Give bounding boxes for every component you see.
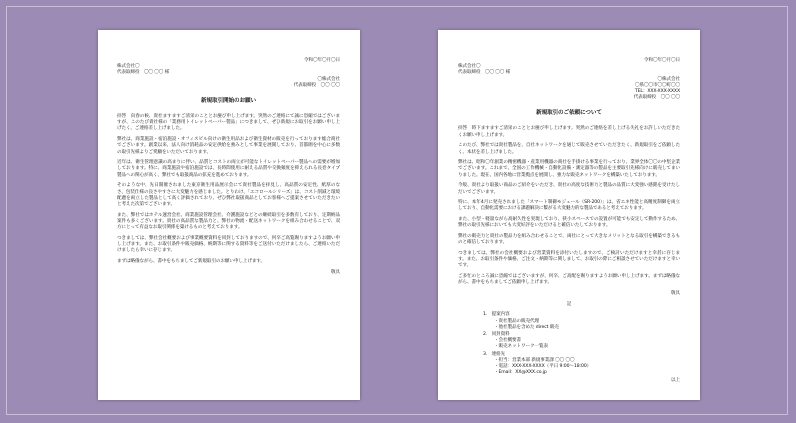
letter-title: 新規取引開始のお願い: [201, 98, 256, 105]
sender-company: 〇株式会社: [317, 76, 340, 82]
document-page-left: [98, 30, 360, 400]
body-paragraph: 今般、貴社より取扱い商品のご紹介をいただき、貴社の高度な技術力と製品の品質に大変強い感銘を受けたしだいでございます。: [458, 183, 680, 195]
letter-title: 新規取引のご依頼について: [536, 110, 602, 117]
body-paragraph: 弊社は、商業施設・宿泊施設・オフィスビル向けの衛生用品および衛生資材の販売を行っております総合商社でございます。創業以来、法人向け消耗品の安定供給を強みとして事業を展開しており、首都圏を中心に多数の取引先様よりご愛顧をいただいております。: [117, 137, 340, 155]
body-paragraph: 特に、本年4月に発売されました「スマート制御モジュール（SR-200）」は、省エネ性能と高精度制御を両立しており、自動化需要における課題解決に繋がる大変魅力的な製品であると考えております。: [458, 200, 680, 212]
ki-item: [483, 352, 680, 377]
ki-heading: 記: [566, 302, 572, 308]
body-paragraph: 弊社は、昭和〇年創業の精密機器・産業用機器の商社を手掛ける事業を行っており、業界全体〇〇の中堅企業でございます。これまで、全国の工作機械・自動化設備・測定器等の製品を主要取引先様向けに販売してまいりました。現在、国内各地に営業拠点を展開し、強力な販売ネットワークを構築いたしております。: [458, 160, 680, 178]
document-page-right: [438, 30, 700, 400]
sender-person: 代表取締役 〇〇 〇〇: [633, 95, 680, 101]
closing-ijo: 以上: [671, 378, 680, 384]
sender-address: 〇県〇〇市〇〇町〇〇: [635, 82, 680, 88]
sender-company: 〇株式会社: [657, 76, 680, 82]
body-paragraph: まずは略儀ながら、書中をもちましてご新規取引のお願い申し上げます。: [117, 258, 265, 264]
body-paragraph: このたび、弊社では貴社製品を、自社ネットワークを通じて販売させていただきたく、新規取引をご依頼したく、本状を差し上げました。: [458, 143, 680, 155]
ki-item-heading: 2. 同封資料: [483, 332, 510, 337]
body-paragraph: つきましては、弊社会社概要および事業概要資料を同封しておりますので、何卒ご高覧賜りますようお願い申し上げます。また、お取引条件や販売価格、納期等に関する資料等をご送付いただけましたら、ご連絡いただけましたら幸いに存じます。: [117, 235, 340, 254]
recipient-person: 代表取締役 〇〇 〇〇 様: [117, 70, 170, 76]
closing-keigu: 敬具: [331, 269, 340, 275]
body-paragraph: そのような中、先日開催されました東京衛生用品展示会にて貴社製品を拝見し、高品質の安定性、紙厚のなさ、包装仕様の良さやすさに大変魅力を感じました。とりわけ、「エコロールシリーズ」は、コスト削減と環境配慮を両立した製品として高く評価されており、ぜひ弊社取扱商品としてお客様へご提案させていただきたいと考えた次第でございます。: [117, 183, 340, 207]
ki-sub-item: ・ 会社概要書: [494, 338, 680, 344]
sender-person: 代表取締役 〇〇 〇〇: [293, 82, 340, 88]
sender-tel: TEL：XXX-XXX-XXXX: [634, 89, 680, 95]
body-paragraph: 拝啓 向春の候、貴社ますますご清栄のこととお慶び申し上げます。突然のご連絡にて誠に恐縮ではございますが、このたび貴社様の「業務用トイレットペーパー製品」につきまして、ぜひ新規にお取引をお願い申し上げたく、ご連絡差し上げました。: [117, 114, 340, 132]
recipient-company: 株式会社〇: [117, 64, 140, 70]
ki-sub-item: ・ 電話：XXX-XXX-XXXX（平日 9:00〜18:00）: [494, 364, 680, 370]
letter-date: 令和〇年〇月〇日: [304, 58, 340, 63]
ki-sub-item: ・ 担当：営業本部 新規事業課 〇〇 〇〇: [494, 358, 680, 364]
body-paragraph: 近年は、衛生管理意識の高まりに伴い、品質とコストの両立が可能なトイレットペーパー製品への需要が増加しております。特に、商業施設や宿泊施設では、長時間使用に耐える品質や交換頻度を抑えられる長巻タイプ製品への関心が高く、弊社でも取扱商品の拡充を進めております。: [117, 160, 340, 178]
closing-keigu: 敬具: [671, 290, 680, 296]
ki-item-heading: 1. 提案内容: [483, 312, 510, 318]
ki-sub-item: ・ 販売ネットワーク一覧表: [494, 344, 680, 350]
ki-sub-item: ・ Email：XX@XXX.co.jp: [494, 370, 680, 376]
body-paragraph: また、小型・軽量ながら高耐久性を実現しており、狭小スペースでの設置が可能でも安定して動作するため、弊社の取引先様においても大変好評をいただけると確信いたしております。: [458, 217, 680, 229]
ki-sub-item: ・ 他社製品を含めた direct 販売: [494, 325, 680, 331]
letter-date: 令和〇年〇月〇日: [644, 58, 680, 63]
recipient-company: 株式会社〇: [458, 64, 481, 70]
ki-item-heading: 3. 連絡先: [483, 351, 506, 357]
body-paragraph: また、弊社ではホテル運営会社、商業施設管理会社、介護施設などとの継続取引を多数有しており、定期納品案件も多くございます。貴社の高品質な製品力と、弊社の物流・配送ネットワークを組み合わせることで、双方にとって有益なお取引関係を築けるものと考えております。: [117, 212, 340, 231]
body-paragraph: 拝啓 時下ますますご清栄のこととお慶び申し上げます。突然のご連絡を差し上げる失礼をお許しいただきたくお願い申し上げます。: [458, 126, 680, 138]
ki-item-list: [458, 312, 680, 376]
body-paragraph: 弊社の販売力と貴社の製品力を組み合わせることで、両社にとって大きなメリットとなる取引を構築できるものと確信しております。: [458, 234, 680, 246]
ki-item: [483, 332, 680, 351]
recipient-person: 代表取締役 〇〇 〇〇 様: [458, 70, 511, 76]
body-paragraph: ご多忙のところ誠に恐縮ではございますが、何卒、ご高配を賜りますようお願い申し上げます。まずは略儀ながら、書中をもちましてご依頼申し上げます。: [458, 274, 680, 286]
ki-sub-item: ・ 貴社製品の販売代理: [494, 319, 680, 325]
ki-item: [483, 312, 680, 331]
body-paragraph: つきましては、弊社の会社概要および営業資料を添付いたしますので、ご検討いただけますと幸甚に存じます。また、お取引条件や価格、ご注文・納期等に関しまして、お取引の際にご相談させていただけますと幸いです。: [458, 250, 680, 269]
